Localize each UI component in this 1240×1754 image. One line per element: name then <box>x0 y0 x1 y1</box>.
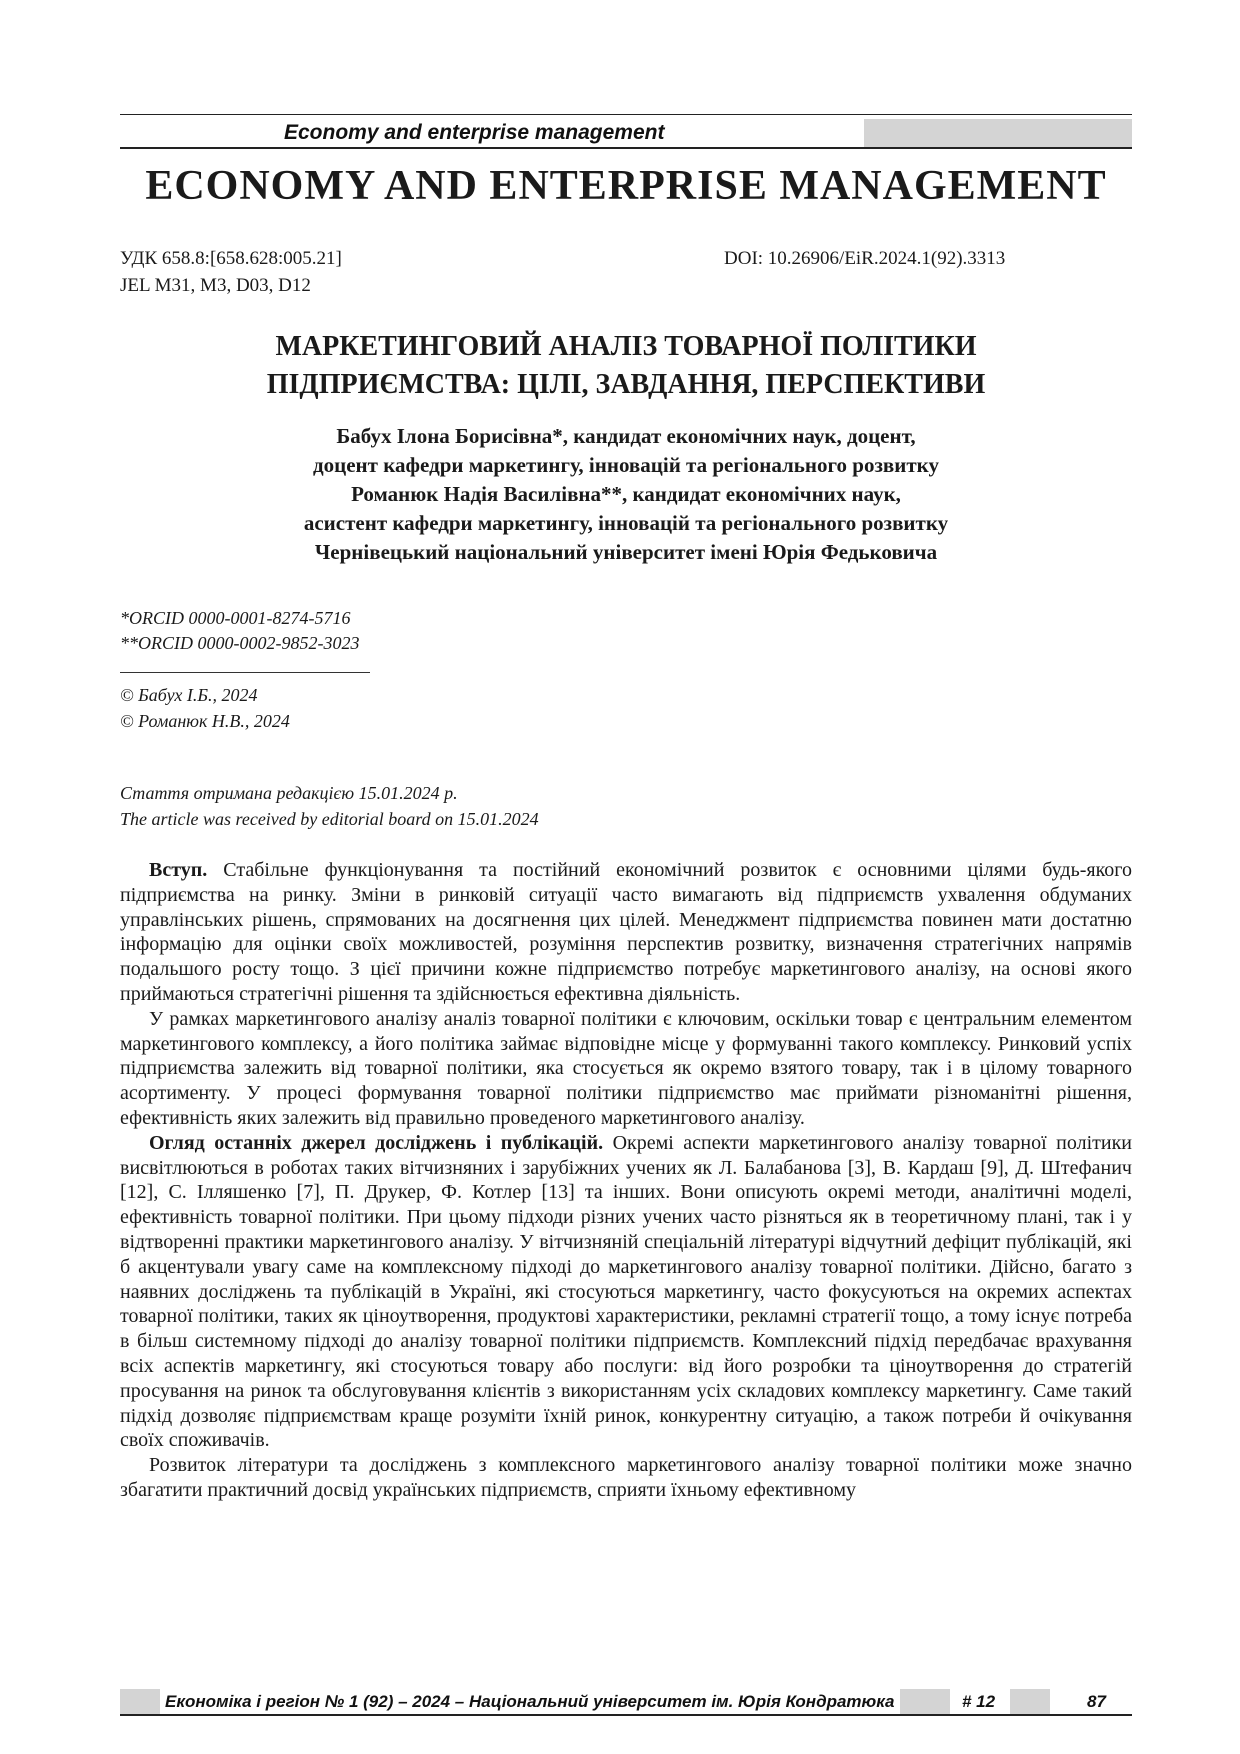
author-line: асистент кафедри маркетингу, інновацій та регіонального розвитку <box>303 511 949 535</box>
paragraph <box>120 1453 1132 1503</box>
paragraph-heading: Огляд останніх джерел досліджень і публікацій. <box>149 1131 604 1154</box>
author-block <box>120 422 1132 567</box>
doi: DOI: 10.26906/EiR.2024.1(92).3313 <box>724 248 1006 269</box>
article-title-line: МАРКЕТИНГОВИЙ АНАЛІЗ ТОВАРНОЇ ПОЛІТИКИ <box>275 331 977 362</box>
header-grey-band <box>864 119 1132 147</box>
paragraph-text: Стабільне функціонування та постійний економічний розвиток є основними цілями будь-якого підприємства на ринку. Зміни в ринковій ситуації часто вимагають від підприємств ухвалення обдуманих управлінських рішень, спрямованих на досягнення цих цілей. Менеджмент підприємства повинен мати достатню інформацію для оцінки своїх можливостей, розуміння перспектив розвитку, визначення стратегічних напрямів подальшого росту тощо. З цієї причини кожне підприємство потребує маркетингового аналізу, на основі якого приймаються стратегічні рішення та здійснюється ефективна діяльність. <box>120 859 1132 1005</box>
header-rule-bottom <box>120 147 1132 149</box>
paragraph-introduction <box>120 858 1132 1007</box>
author-line: Романюк Надія Василівна**, кандидат економічних наук, <box>351 482 901 506</box>
jel-codes: JEL M31, M3, D03, D12 <box>120 275 311 296</box>
udc-code: УДК 658.8:[658.628:005.21] <box>120 248 342 269</box>
paragraph-text: Розвиток літератури та досліджень з комплексного маркетингового аналізу товарної політики може значно збагатити практичний досвід українських підприємств, сприяти їхньому ефективному <box>120 1454 1132 1501</box>
copyright-first: © Бабух І.Б., 2024 <box>120 685 258 705</box>
footer-grey-band <box>900 1689 950 1714</box>
article-body <box>120 858 1132 1503</box>
paragraph-text: У рамках маркетингового аналізу аналіз товарної політики є ключовим, оскільки товар є центральним елементом маркетингового комплексу, а його політика займає відповідне місце у формуванні такого комплексу. Ринковий успіх підприємства залежить від товарної політики, яка стосується як окремо взятого товару, так і в цілому товарного асортименту. У процесі формування товарної політики підприємство має приймати різноманітні рішення, ефективність яких залежить від правильно проведеного маркетингового аналізу. <box>120 1007 1132 1129</box>
paragraph-literature-review <box>120 1131 1132 1453</box>
orcid-second-author: **ORCID 0000-0002-9852-3023 <box>120 633 360 653</box>
orcid-first-author: *ORCID 0000-0001-8274-5716 <box>120 608 351 628</box>
paragraph-heading: Вступ. <box>149 859 208 881</box>
affiliation: Чернівецький національний університет імені Юрія Федьковича <box>314 540 938 564</box>
footer-grey-band <box>1010 1689 1050 1714</box>
author-line: доцент кафедри маркетингу, інновацій та регіонального розвитку <box>313 453 939 477</box>
article-title-line: ПІДПРИЄМСТВА: ЦІЛІ, ЗАВДАННЯ, ПЕРСПЕКТИВИ <box>266 369 986 400</box>
author-line: Бабух Ілона Борисівна*, кандидат економічних наук, доцент, <box>336 424 916 448</box>
section-title: ECONOMY AND ENTERPRISE MANAGEMENT <box>145 163 1107 209</box>
footer-rule <box>120 1714 1132 1716</box>
footer-journal-info: Економіка і регіон № 1 (92) – 2024 – Національний університет ім. Юрія Кондратюка <box>165 1692 895 1711</box>
received-date-ua: Стаття отримана редакцією 15.01.2024 р. <box>120 783 458 803</box>
page-number: 87 <box>1087 1692 1106 1711</box>
footer-issue-number: # 12 <box>962 1692 996 1711</box>
copyright-second: © Романюк Н.В., 2024 <box>120 711 290 731</box>
paragraph <box>120 1007 1132 1131</box>
running-header: Economy and enterprise management <box>284 121 665 144</box>
received-date-en: The article was received by editorial board on 15.01.2024 <box>120 809 539 829</box>
notes-divider <box>120 672 370 673</box>
paragraph-text: Окремі аспекти маркетингового аналізу товарної політики висвітлюються в роботах таких вітчизняних і зарубіжних учених як Л. Балабанова [3], В. Кардаш [9], Д. Штефанич [12], С. Ілляшенко [7], П. Друкер, Ф. Котлер [13] та інших. Вони описують окремі методи, аналітичні моделі, ефективність товарної політики. При цьому підходи різних учених часто різняться як в теоретичному плані, так і у відтворенні практики маркетингового аналізу. У вітчизняній спеціальній літературі відчутний дефіцит публікацій, які б акцентували увагу саме на комплексному підході до маркетингового аналізу товарної політики. Дійсно, багато з наявних досліджень та публікацій в Україні, які стосуються маркетингу, часто фокусуються на окремих аспектах товарної політики, таких як ціноутворення, продуктові характеристики, рекламні стратегії тощо, а тому існує потреба в більш системному підході до аналізу товарної політики підприємств. Комплексний підхід передбачає врахування всіх аспектів маркетингу, які стосуються товару або послуги: від його розробки та ціноутворення до стратегій просування на ринок та обслуговування клієнтів з використанням усіх складових комплексу маркетингу. Саме такий підхід дозволяє підприємствам краще розуміти їхній ринок, конкурентну ситуацію, а також потреби й очікування своїх споживачів. <box>120 1131 1132 1452</box>
footer-grey-band <box>120 1689 160 1714</box>
header-rule-top <box>120 114 1132 115</box>
article-title <box>120 328 1132 404</box>
